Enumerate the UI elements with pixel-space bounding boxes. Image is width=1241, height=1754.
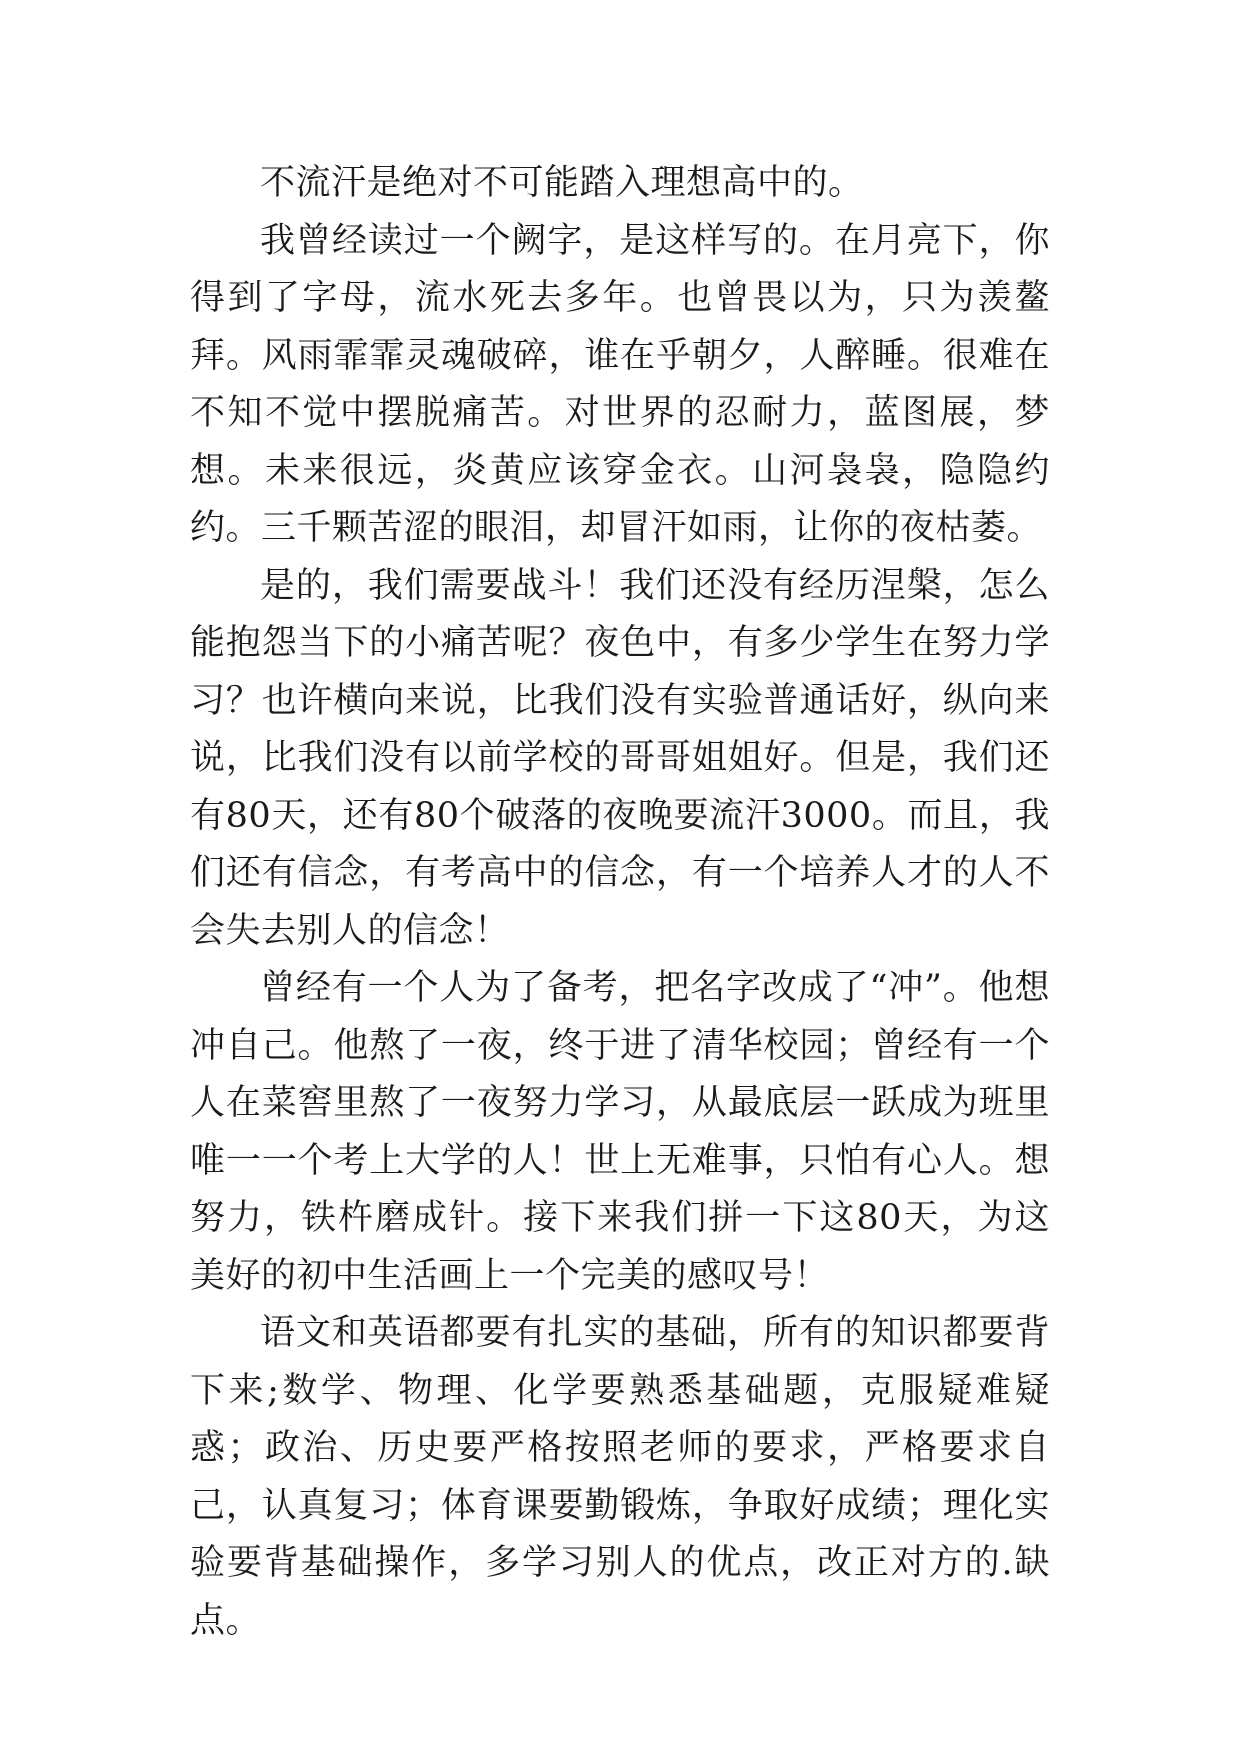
- paragraph-1: 不流汗是绝对不可能踏入理想高中的。: [260, 163, 864, 203]
- paragraph-5: 语文和英语都要有扎实的基础，所有的知识都要背下来;数学、物理、化学要熟悉基础题，克服疑难疑惑；政治、历史要严格按照老师的要求，严格要求自己，认真复习；体育课要勤锻炼，争取好成绩；理化实验要背基础操作，多学习别人的优点，改正对方的.缺点。: [190, 1313, 1050, 1641]
- paragraph-3: 是的，我们需要战斗！我们还没有经历涅槃，怎么能抱怨当下的小痛苦呢？夜色中，有多少学生在努力学习？也许横向来说，比我们没有实验普通话好，纵向来说，比我们没有以前学校的哥哥姐姐好。但是，我们还有80天，还有80个破落的夜晚要流汗3000。而且，我们还有信念，有考高中的信念，有一个培养人才的人不会失去别人的信念！: [190, 565, 1050, 951]
- document-body: [190, 155, 1050, 1650]
- paragraph-4: 曾经有一个人为了备考，把名字改成了“冲”。他想冲自己。他熬了一夜，终于进了清华校园；曾经有一个人在菜窖里熬了一夜努力学习，从最底层一跃成为班里唯一一个考上大学的人！世上无难事，只怕有心人。想努力，铁杵磨成针。接下来我们拼一下这80天，为这美好的初中生活画上一个完美的感叹号！: [190, 968, 1050, 1296]
- paragraph-2: 我曾经读过一个阙字，是这样写的。在月亮下，你得到了字母，流水死去多年。也曾畏以为，只为羡鳌拜。风雨霏霏灵魂破碎，谁在乎朝夕，人醉睡。很难在不知不觉中摆脱痛苦。对世界的忍耐力，蓝图展，梦想。未来很远，炎黄应该穿金衣。山河袅袅，隐隐约约。三千颗苦涩的眼泪，却冒汗如雨，让你的夜枯萎。: [190, 220, 1050, 548]
